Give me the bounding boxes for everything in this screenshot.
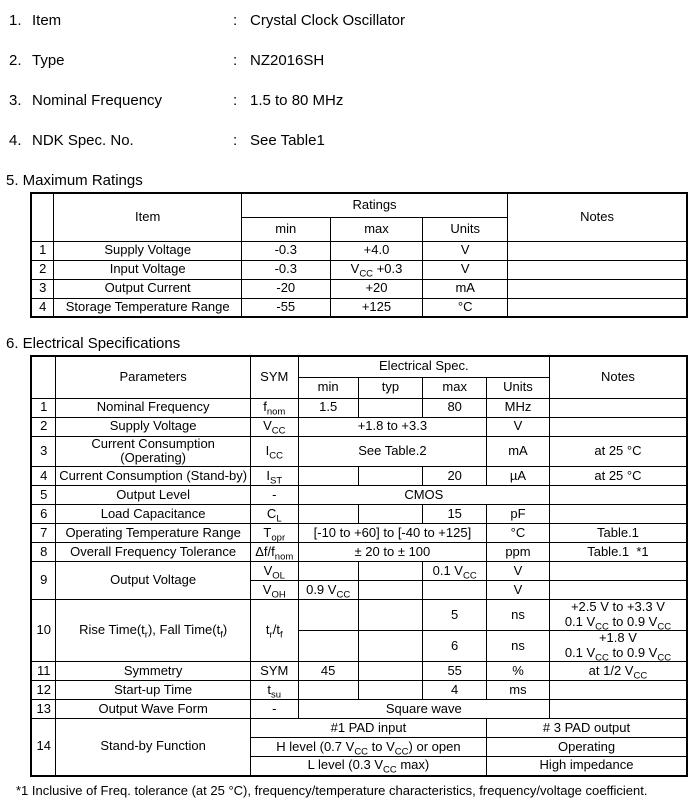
cell-param: Current Consumption (Operating) xyxy=(56,436,250,467)
footnote: *1 Inclusive of Freq. tolerance (at 25 °C), frequency/temperature characteristics, frequency/voltage coefficient. xyxy=(16,782,648,798)
cell-standby-input: H level (0.7 $V_{CC}$ to $V_{CC}$) or open xyxy=(250,738,486,757)
item-value: NZ2016SH xyxy=(250,52,325,69)
electrical-specifications-header xyxy=(31,356,687,398)
cell-no: 2 xyxy=(31,417,56,436)
cell-sym: $I_{CC}$ xyxy=(250,436,298,467)
cell-max: +4.0 xyxy=(330,241,423,260)
table-row xyxy=(31,662,687,681)
cell-standby-output: High impedance xyxy=(487,757,687,776)
cell-param: Current Consumption (Stand-by) xyxy=(56,467,250,486)
cell-notes xyxy=(549,681,687,700)
header-row-number xyxy=(31,356,56,398)
cell-notes: Table.1 xyxy=(549,524,687,543)
item-label: Nominal Frequency xyxy=(32,92,163,109)
table-row xyxy=(31,486,687,505)
cell-min xyxy=(298,631,358,662)
cell-notes: +1.8 V 0.1 $V_{CC}$ to 0.9 $V_{CC}$ xyxy=(549,631,687,662)
cell-no: 8 xyxy=(31,543,56,562)
item-colon: : xyxy=(233,132,238,149)
header-units: Units xyxy=(423,217,508,241)
electrical-specifications-table xyxy=(30,355,688,777)
header-notes: Notes xyxy=(549,356,687,398)
cell-no: 4 xyxy=(31,298,54,317)
cell-max xyxy=(423,581,487,600)
cell-units: pF xyxy=(487,505,550,524)
header-electrical-spec: Electrical Spec. xyxy=(298,356,549,377)
cell-units: ns xyxy=(487,631,550,662)
item-number: 1. xyxy=(9,12,22,29)
table-row xyxy=(31,260,687,279)
cell-spec-span: +1.8 to +3.3 xyxy=(298,417,486,436)
cell-no: 2 xyxy=(31,260,54,279)
cell-notes xyxy=(549,505,687,524)
cell-spec-span: [-10 to +60] to [-40 to +125] xyxy=(298,524,486,543)
cell-spec-span: ± 20 to ± 100 xyxy=(298,543,486,562)
cell-max: +20 xyxy=(330,279,423,298)
cell-notes: Table.1 *1 xyxy=(549,543,687,562)
item-label: Type xyxy=(32,52,65,69)
cell-no: 11 xyxy=(31,662,56,681)
cell-min xyxy=(298,505,358,524)
cell-no: 14 xyxy=(31,719,56,776)
item-number: 4. xyxy=(9,132,22,149)
cell-min xyxy=(298,467,358,486)
cell-min xyxy=(298,600,358,631)
cell-param: Operating Temperature Range xyxy=(56,524,250,543)
cell-max: 0.1 $V_{CC}$ xyxy=(423,562,487,581)
cell-units: mA xyxy=(423,279,508,298)
header-row xyxy=(31,356,687,377)
cell-units: mA xyxy=(487,436,550,467)
item-colon: : xyxy=(233,12,238,29)
cell-sym: SYM xyxy=(250,662,298,681)
table-row xyxy=(31,505,687,524)
cell-notes xyxy=(549,562,687,581)
item-row-2 xyxy=(9,52,688,92)
cell-typ xyxy=(358,467,423,486)
cell-units: ppm xyxy=(487,543,550,562)
top-items-list xyxy=(6,12,688,172)
cell-units: MHz xyxy=(487,398,550,417)
cell-standby-output: # 3 PAD output xyxy=(487,719,687,738)
cell-standby-output: Operating xyxy=(487,738,687,757)
cell-param: Nominal Frequency xyxy=(56,398,250,417)
cell-units: µA xyxy=(487,467,550,486)
cell-max: +125 xyxy=(330,298,423,317)
table-row xyxy=(31,600,687,631)
table-row xyxy=(31,719,687,738)
cell-units: % xyxy=(487,662,550,681)
table-row xyxy=(31,562,687,581)
cell-item: Output Current xyxy=(54,279,241,298)
item-value: Crystal Clock Oscillator xyxy=(250,12,406,29)
cell-standby-input: #1 PAD input xyxy=(250,719,486,738)
cell-param: Start-up Time xyxy=(56,681,250,700)
cell-param: Output Voltage xyxy=(56,562,250,600)
cell-param: Load Capacitance xyxy=(56,505,250,524)
cell-notes xyxy=(549,486,687,505)
cell-standby-input: L level (0.3 $V_{CC}$ max) xyxy=(250,757,486,776)
cell-notes: +2.5 V to +3.3 V 0.1 $V_{CC}$ to 0.9 $V_{CC}$ xyxy=(549,600,687,631)
cell-max: 5 xyxy=(423,600,487,631)
cell-units: ns xyxy=(487,600,550,631)
cell-typ xyxy=(358,662,423,681)
cell-notes: at 25 °C xyxy=(549,436,687,467)
cell-item: Storage Temperature Range xyxy=(54,298,241,317)
header-min: min xyxy=(241,217,330,241)
cell-no: 3 xyxy=(31,436,56,467)
cell-max: 6 xyxy=(423,631,487,662)
cell-no: 12 xyxy=(31,681,56,700)
header-max: max xyxy=(330,217,423,241)
cell-notes: at 1/2 $V_{CC}$ xyxy=(549,662,687,681)
cell-typ xyxy=(358,581,423,600)
table-row xyxy=(31,398,687,417)
table-row xyxy=(31,543,687,562)
cell-typ xyxy=(358,562,423,581)
cell-notes xyxy=(549,417,687,436)
cell-notes xyxy=(549,700,687,719)
cell-param: Output Level xyxy=(56,486,250,505)
cell-units: ms xyxy=(487,681,550,700)
cell-typ xyxy=(358,600,423,631)
cell-max: 15 xyxy=(423,505,487,524)
cell-min xyxy=(298,681,358,700)
cell-no: 1 xyxy=(31,398,56,417)
cell-typ xyxy=(358,681,423,700)
item-colon: : xyxy=(233,52,238,69)
cell-sym: $I_{ST}$ xyxy=(250,467,298,486)
table-row xyxy=(31,279,687,298)
cell-param: Stand-by Function xyxy=(56,719,250,776)
header-typ: typ xyxy=(358,377,423,398)
cell-sym: - xyxy=(250,486,298,505)
cell-units: °C xyxy=(423,298,508,317)
item-number: 3. xyxy=(9,92,22,109)
cell-no: 3 xyxy=(31,279,54,298)
cell-item: Input Voltage xyxy=(54,260,241,279)
cell-notes xyxy=(508,279,687,298)
cell-no: 4 xyxy=(31,467,56,486)
cell-no: 10 xyxy=(31,600,56,662)
cell-spec-fullspan: CMOS xyxy=(298,486,549,505)
cell-no: 7 xyxy=(31,524,56,543)
cell-min: -0.3 xyxy=(241,260,330,279)
header-sym: SYM xyxy=(250,356,298,398)
cell-units: V xyxy=(423,241,508,260)
header-notes: Notes xyxy=(508,193,687,241)
cell-sym: $V_{OH}$ xyxy=(250,581,298,600)
cell-min: -0.3 xyxy=(241,241,330,260)
table-row xyxy=(31,524,687,543)
cell-notes xyxy=(508,241,687,260)
item-value: 1.5 to 80 MHz xyxy=(250,92,344,109)
cell-no: 1 xyxy=(31,241,54,260)
cell-no: 9 xyxy=(31,562,56,600)
item-label: NDK Spec. No. xyxy=(32,132,134,149)
cell-spec-span: See Table.2 xyxy=(298,436,486,467)
cell-param: Overall Frequency Tolerance xyxy=(56,543,250,562)
cell-typ xyxy=(358,505,423,524)
header-min: min xyxy=(298,377,358,398)
item-row-3 xyxy=(9,92,688,132)
cell-sym: $V_{CC}$ xyxy=(250,417,298,436)
header-row-number xyxy=(31,193,54,241)
cell-notes xyxy=(549,581,687,600)
cell-max: $V_{CC} +0.3$ xyxy=(330,260,423,279)
cell-min: 0.9 $V_{CC}$ xyxy=(298,581,358,600)
cell-max: 55 xyxy=(423,662,487,681)
table-row xyxy=(31,436,687,467)
cell-min: 1.5 xyxy=(298,398,358,417)
table-row xyxy=(31,467,687,486)
cell-spec-fullspan: Square wave xyxy=(298,700,549,719)
cell-sym: $T_{opr}$ xyxy=(250,524,298,543)
cell-max: 80 xyxy=(423,398,487,417)
cell-item: Supply Voltage xyxy=(54,241,241,260)
cell-param: Output Wave Form xyxy=(56,700,250,719)
item-label: Item xyxy=(32,12,62,29)
cell-min: 45 xyxy=(298,662,358,681)
cell-param: Rise $Time(t_r)$, Fall $Time(t_f)$ xyxy=(56,600,250,662)
cell-notes: at 25 °C xyxy=(549,467,687,486)
cell-param: Symmetry xyxy=(56,662,250,681)
cell-min: -55 xyxy=(241,298,330,317)
cell-sym: $C_L$ xyxy=(250,505,298,524)
cell-notes xyxy=(549,398,687,417)
maximum-ratings-header xyxy=(31,193,687,241)
header-parameters: Parameters xyxy=(56,356,250,398)
cell-units: V xyxy=(423,260,508,279)
cell-typ xyxy=(358,398,423,417)
item-colon: : xyxy=(233,92,238,109)
item-value: See Table1 xyxy=(250,132,325,149)
header-units: Units xyxy=(487,377,550,398)
table-row xyxy=(31,681,687,700)
cell-units: °C xyxy=(487,524,550,543)
item-row-1 xyxy=(9,12,688,52)
cell-sym: $f_{nom}$ xyxy=(250,398,298,417)
cell-notes xyxy=(508,298,687,317)
cell-max: 20 xyxy=(423,467,487,486)
cell-sym: $V_{OL}$ xyxy=(250,562,298,581)
table-row xyxy=(31,700,687,719)
cell-notes xyxy=(508,260,687,279)
table-row xyxy=(31,241,687,260)
cell-units: V xyxy=(487,417,550,436)
cell-min xyxy=(298,562,358,581)
section-title-electrical-specifications: 6. Electrical Specifications xyxy=(6,335,181,352)
cell-sym: $t_{su}$ xyxy=(250,681,298,700)
header-item: Item xyxy=(54,193,241,241)
cell-no: 6 xyxy=(31,505,56,524)
cell-units: V xyxy=(487,581,550,600)
table-row xyxy=(31,417,687,436)
header-row xyxy=(31,193,687,217)
table-row xyxy=(31,298,687,317)
cell-param: Supply Voltage xyxy=(56,417,250,436)
cell-sym: $\Delta f/f_{nom}$ xyxy=(250,543,298,562)
cell-sym: - xyxy=(250,700,298,719)
header-max: max xyxy=(423,377,487,398)
maximum-ratings-table xyxy=(30,192,688,318)
item-number: 2. xyxy=(9,52,22,69)
cell-typ xyxy=(358,631,423,662)
header-ratings: Ratings xyxy=(241,193,507,217)
cell-no: 13 xyxy=(31,700,56,719)
cell-sym: $t_r/t_f$ xyxy=(250,600,298,662)
item-row-4 xyxy=(9,132,688,172)
cell-units: V xyxy=(487,562,550,581)
section-title-maximum-ratings: 5. Maximum Ratings xyxy=(6,172,143,189)
cell-no: 5 xyxy=(31,486,56,505)
cell-min: -20 xyxy=(241,279,330,298)
cell-max: 4 xyxy=(423,681,487,700)
